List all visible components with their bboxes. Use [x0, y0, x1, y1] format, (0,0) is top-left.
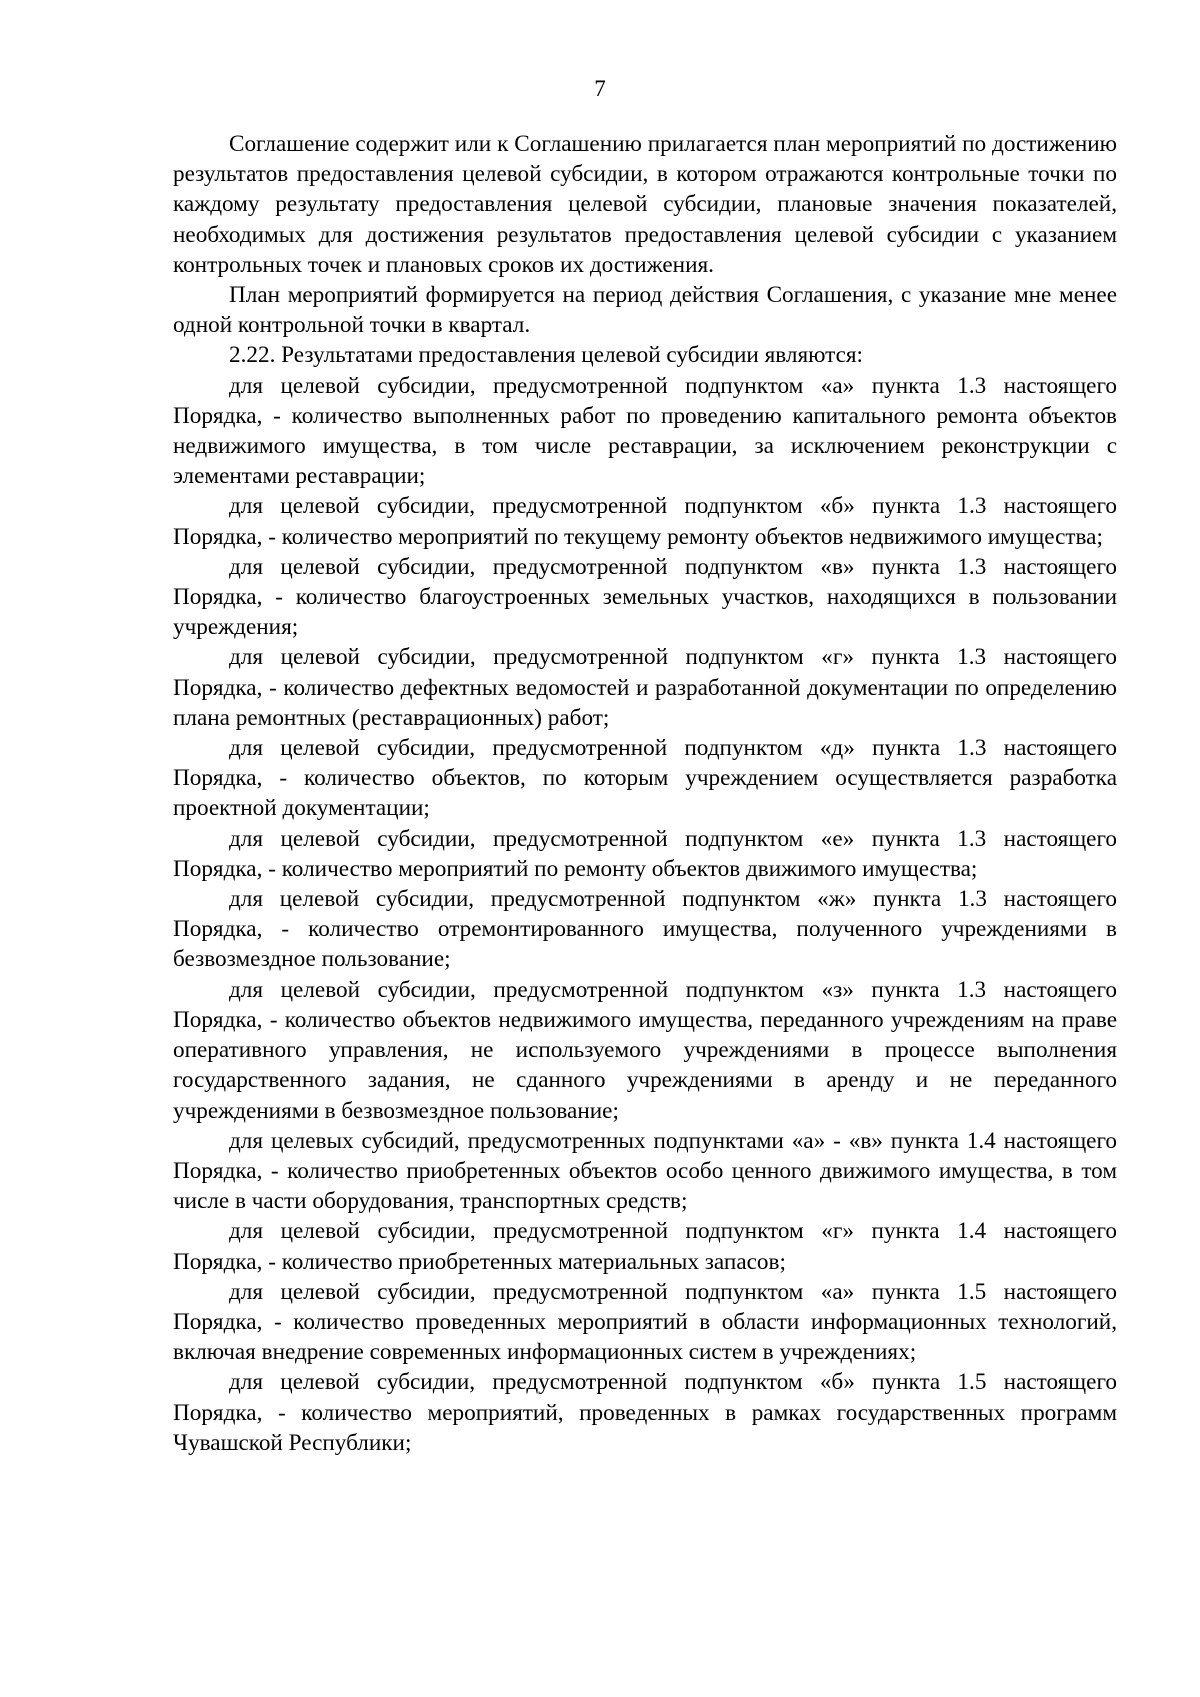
document-body — [173, 129, 1117, 1458]
page-number: 7 — [594, 76, 606, 101]
paragraph-agreement-plan: Соглашение содержит или к Соглашению прилагается план мероприятий по достижению результатов предоставления целевой субсидии, в котором отражаются контрольные точки по каждому результату предоставления целевой субсидии, плановые значения показателей, необходимых для достижения результатов предоставления целевой субсидии с указанием контрольных точек и плановых сроков их достижения. — [173, 131, 1117, 278]
list-item: для целевой субсидии, предусмотренной подпунктом «б» пункта 1.5 настоящего Порядка, - количество мероприятий, проведенных в рамках государственных программ Чувашской Республики; — [173, 1369, 1117, 1456]
list-item: для целевой субсидии, предусмотренной подпунктом «ж» пункта 1.3 настоящего Порядка, - количество отремонтированного имущества, полученного учреждениями в безвозмездное пользование; — [173, 886, 1117, 973]
list-item: для целевой субсидии, предусмотренной подпунктом «б» пункта 1.3 настоящего Порядка, - количество мероприятий по текущему ремонту объектов недвижимого имущества; — [173, 493, 1117, 550]
list-item: для целевой субсидии, предусмотренной подпунктом «а» пункта 1.5 настоящего Порядка, - количество проведенных мероприятий в области информационных технологий, включая внедрение современных информационных систем в учреждениях; — [173, 1278, 1117, 1366]
list-item: для целевой субсидии, предусмотренной подпунктом «а» пункта 1.3 настоящего Порядка, - количество выполненных работ по проведению капитального ремонта объектов недвижимого имущества, в том числе реставрации, за исключением реконструкции с элементами реставрации; — [173, 372, 1117, 490]
list-item: для целевой субсидии, предусмотренной подпунктом «г» пункта 1.4 настоящего Порядка, - количество приобретенных материальных запасов; — [173, 1218, 1117, 1275]
paragraph-plan-period: План мероприятий формируется на период действия Соглашения, с указание мне менее одной контрольной точки в квартал. — [173, 282, 1117, 339]
paragraph-section-2-22: 2.22. Результатами предоставления целевой субсидии являются: — [229, 342, 863, 369]
list-item: для целевой субсидии, предусмотренной подпунктом «з» пункта 1.3 настоящего Порядка, - количество объектов недвижимого имущества, переданного учреждениям на праве оперативного управления, не используемого учреждениями в процессе выполнения государственного задания, не сданного учреждениями в аренду и не переданного учреждениями в безвозмездное пользование; — [173, 976, 1117, 1124]
list-item: для целевой субсидии, предусмотренной подпунктом «д» пункта 1.3 настоящего Порядка, - количество объектов, по которым учреждением осуществляется разработка проектной документации; — [173, 735, 1117, 822]
list-item: для целевых субсидий, предусмотренных подпунктами «а» - «в» пункта 1.4 настоящего Порядка, - количество приобретенных объектов особо ценного движимого имущества, в том числе в части оборудования, транспортных средств; — [173, 1127, 1117, 1215]
list-item: для целевой субсидии, предусмотренной подпунктом «е» пункта 1.3 настоящего Порядка, - количество мероприятий по ремонту объектов движимого имущества; — [173, 825, 1117, 882]
list-item: для целевой субсидии, предусмотренной подпунктом «г» пункта 1.3 настоящего Порядка, - количество дефектных ведомостей и разработанной документации по определению плана ремонтных (реставрационных) работ; — [173, 644, 1117, 731]
list-item: для целевой субсидии, предусмотренной подпунктом «в» пункта 1.3 настоящего Порядка, - количество благоустроенных земельных участков, находящихся в пользовании учреждения; — [173, 553, 1117, 641]
